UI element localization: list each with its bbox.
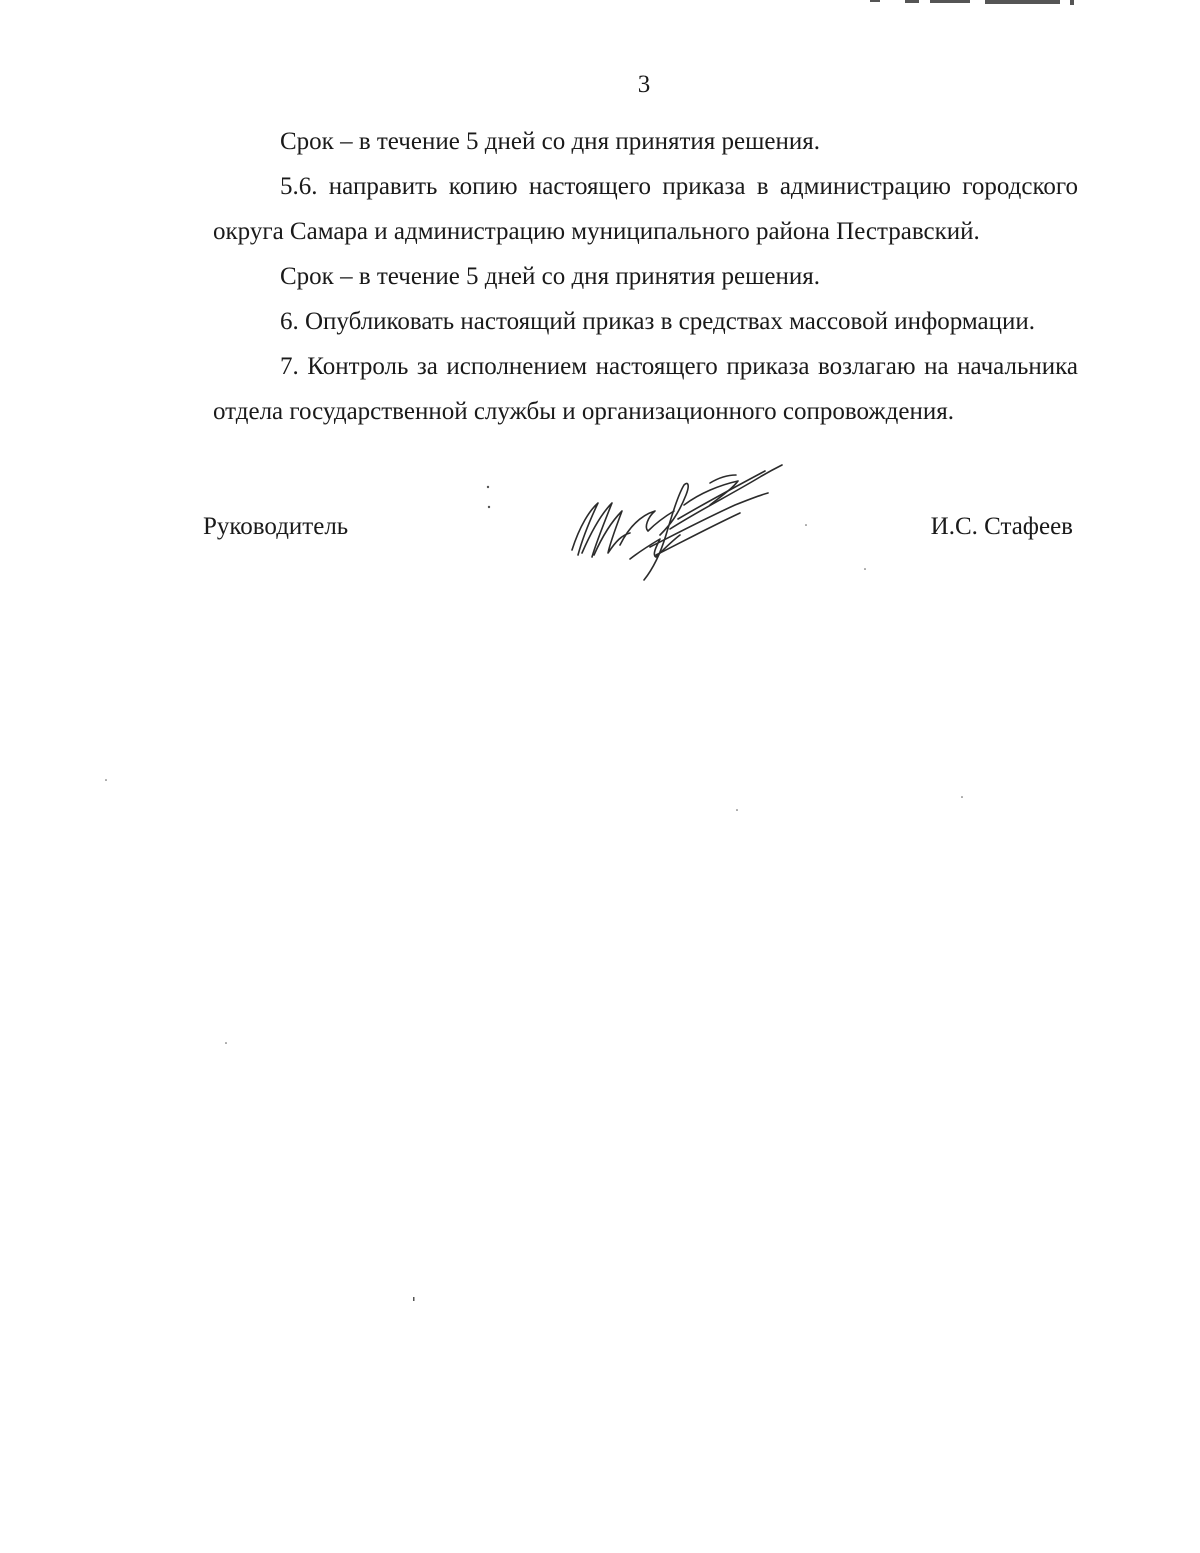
paragraph-7: 7. Контроль за исполнением настоящего приказа возлагаю на начальника отдела государственной службы и организационного сопровождения. [213,353,1078,425]
handwritten-signature [560,455,790,585]
paragraph-deadline-2: Срок – в течение 5 дней со дня принятия решения. [280,263,820,290]
signer-name: И.С. Стафеев [930,513,1073,540]
paragraph-deadline-1: Срок – в течение 5 дней со дня принятия решения. [280,128,820,155]
document-body [213,119,1078,434]
paragraph-5-6: 5.6. направить копию настоящего приказа в администрацию городского округа Самара и администрацию муниципального района Пестравский. [213,173,1078,245]
page-number: 3 [637,71,651,98]
signer-title: Руководитель [203,513,349,540]
paragraph-6: 6. Опубликовать настоящий приказ в средствах массовой информации. [280,308,1036,335]
